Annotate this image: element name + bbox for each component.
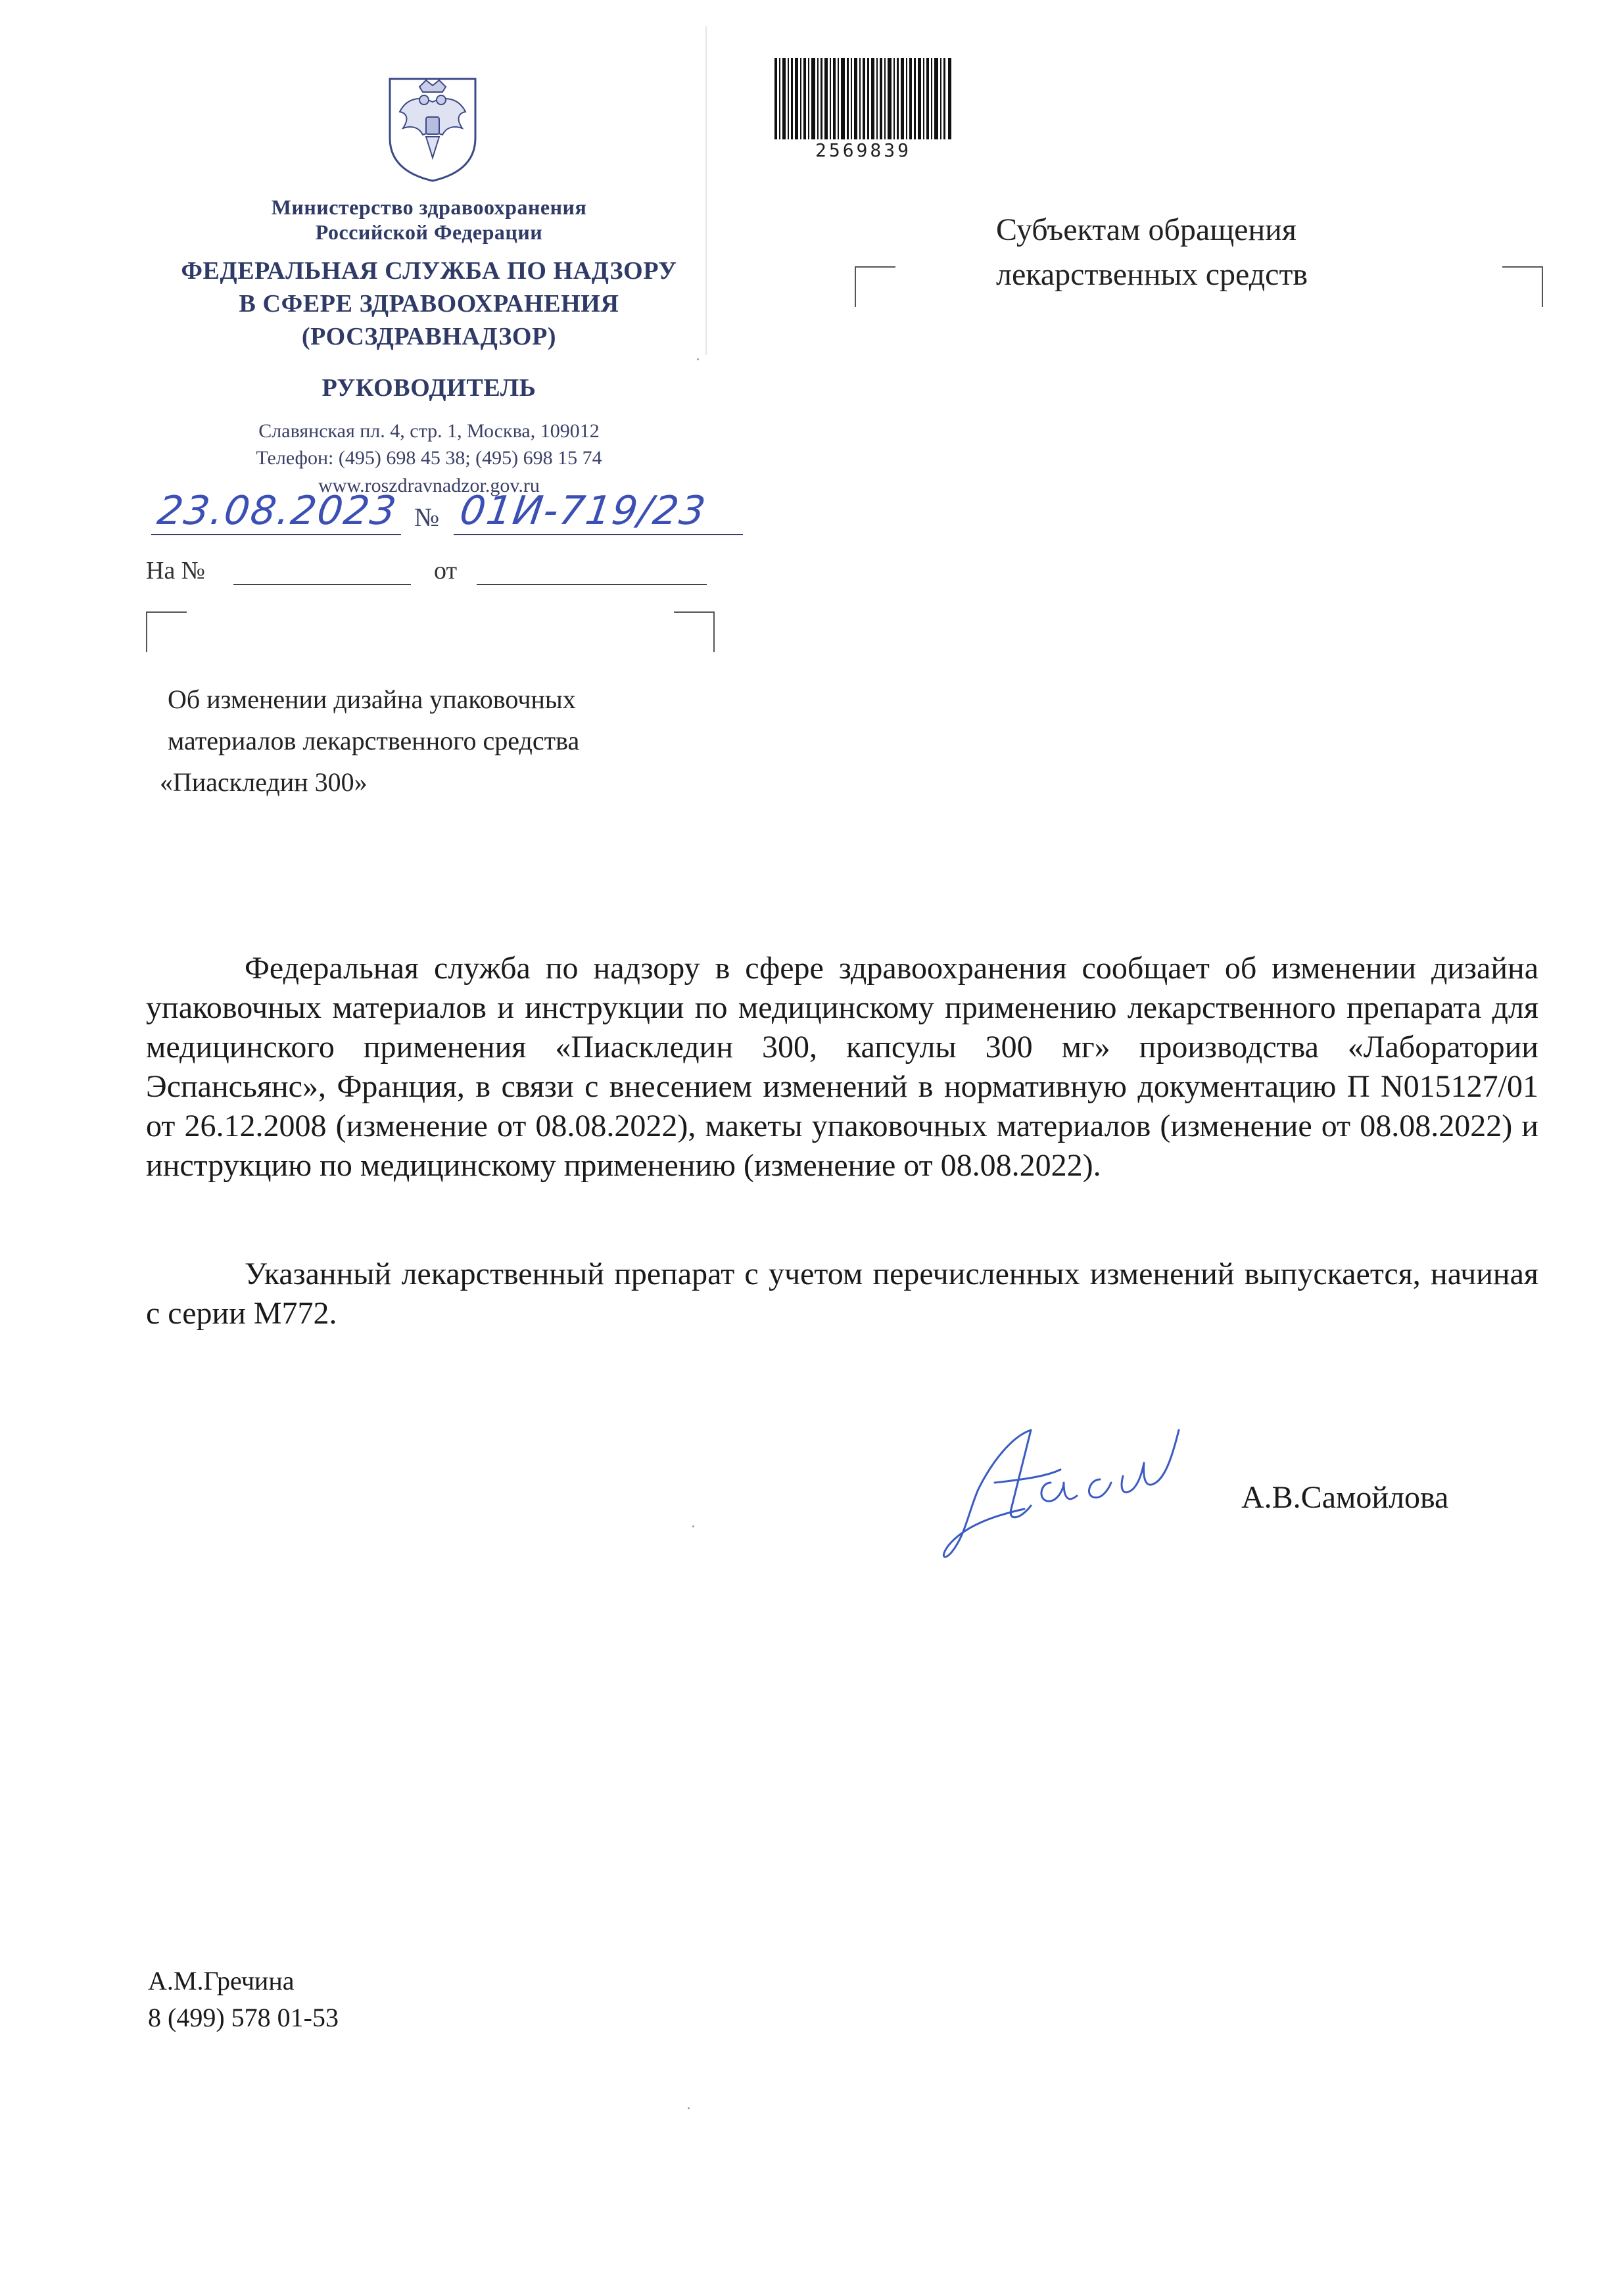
number-underline: [454, 534, 743, 535]
coat-of-arms-icon: [383, 66, 482, 184]
handwritten-date: 23.08.2023: [155, 488, 400, 534]
body-paragraph-1: Федеральная служба по надзору в сфере здравоохранения сообщает об изменении дизайна упаковочных материалов и инструкции по медицинскому применению лекарственного препарата для медицинского применения «Пиаскледин 300, капсулы 300 мг» производства «Лаборатории Эспансьянс», Франция, в связи с внесением изменений в нормативную документацию П N015127/01 от 26.12.2008 (изменение от 08.08.2022), макеты упаковочных материалов (изменение от 08.08.2022) и инструкцию по медицинскому применению (изменение от 08.08.2022).: [146, 951, 1538, 1183]
executor-info: [148, 1963, 339, 2036]
scan-speck: [688, 2107, 690, 2109]
handwritten-number: 01И-719/23: [457, 488, 709, 534]
signer-name: А.В.Самойлова: [1241, 1480, 1449, 1515]
number-sign: №: [414, 502, 440, 532]
barcode-number: 2569839: [815, 139, 911, 161]
subject-corner-left: [146, 611, 187, 652]
reference-date-line: [477, 584, 707, 585]
addressee-corner-left: [855, 266, 895, 307]
addressee-corner-right: [1502, 266, 1543, 307]
reference-number-label: На №: [146, 557, 206, 585]
addressee: Субъектам обращения лекарственных средств: [996, 212, 1308, 292]
date-underline: [151, 534, 401, 535]
scan-speck: [697, 358, 699, 360]
reference-number-line: [233, 584, 411, 585]
address: Славянская пл. 4, стр. 1, Москва, 109012: [258, 420, 600, 442]
executor-name: А.М.Гречина: [148, 1966, 295, 1996]
executor-phone: 8 (499) 578 01-53: [148, 2003, 339, 2032]
reference-date-label: от: [434, 557, 458, 585]
ministry-name: Министерство здравоохранения Российской Федерации: [271, 195, 587, 244]
scan-speck: [692, 1525, 694, 1527]
handwritten-signature-icon: [932, 1384, 1208, 1568]
phone: Телефон: (495) 698 45 38; (495) 698 15 74: [256, 447, 602, 469]
service-name: ФЕДЕРАЛЬНАЯ СЛУЖБА ПО НАДЗОРУ В СФЕРЕ ЗДРАВООХРАНЕНИЯ (РОСЗДРАВНАДЗОР): [181, 257, 677, 350]
subject-corner-right: [674, 611, 715, 652]
barcode-icon: [774, 58, 952, 139]
website: www.roszdravnadzor.gov.ru: [318, 475, 540, 496]
letter-subject: Об изменении дизайна упаковочных материалов лекарственного средства «Пиаскледин 300»: [160, 684, 580, 797]
body-paragraph-2: Указанный лекарственный препарат с учетом перечисленных изменений выпускается, начиная с серии М772.: [146, 1256, 1538, 1331]
position-title: РУКОВОДИТЕЛЬ: [321, 374, 536, 402]
fold-mark: [705, 26, 707, 355]
